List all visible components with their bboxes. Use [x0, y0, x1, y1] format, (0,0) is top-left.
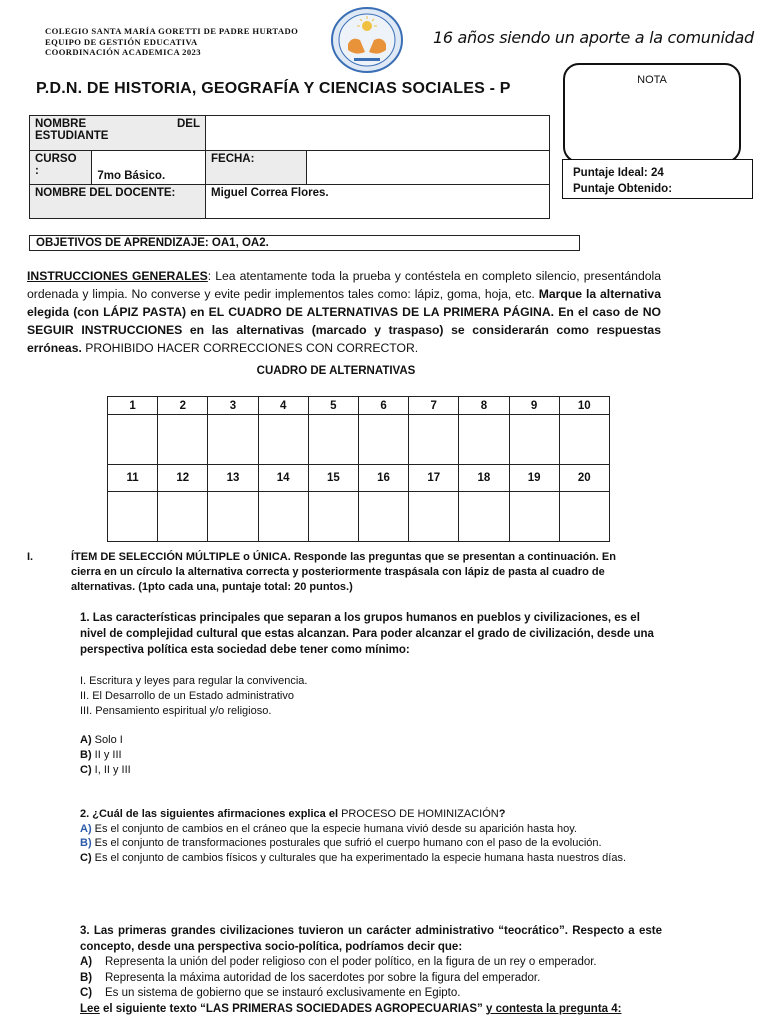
question-3-option-b[interactable]: B) Representa la máxima autoridad de los sacerdotes por sobre la figura del emperador.	[80, 971, 541, 984]
question-1-stem: 1. Las características principales que separan a los grupos humanos en pueblos y civilizaciones, es el nivel de complejidad cultural que estas alcanzan. Para poder alcanzar el grado de civilización, desde una perspectiva política esta sociedad debe tener como mínimo:	[80, 612, 654, 656]
answer-number: 7	[409, 397, 459, 415]
question-2-option-b[interactable]: B) Es el conjunto de transformaciones posturales que sufrió el cuerpo humano con el paso de la evolución.	[80, 837, 602, 850]
answer-cell[interactable]	[208, 415, 258, 465]
score-obtained: Puntaje Obtenido:	[573, 183, 673, 195]
answer-number: 19	[509, 465, 559, 492]
answer-cell[interactable]	[108, 492, 158, 542]
answer-number: 17	[409, 465, 459, 492]
answer-cell[interactable]	[358, 415, 408, 465]
score-info	[573, 165, 672, 197]
question-1-item: I. Escritura y leyes para regular la convivencia.	[80, 675, 308, 687]
answer-cell[interactable]	[559, 492, 609, 542]
instructions-text-1: : Lea atentamente toda la prueba y contéstela en completo silencio, presentándola ordenada y limpia. No converse y evite pedir implementos tales como: lápiz, goma, hoja, etc.	[27, 269, 661, 301]
answer-grid-numbers-2	[108, 465, 610, 492]
answer-cell[interactable]	[409, 492, 459, 542]
page-title: P.D.N. DE HISTORIA, GEOGRAFÍA Y CIENCIAS SOCIALES - P	[36, 80, 511, 97]
question-3-option-a[interactable]: A) Representa la unión del poder religioso con el poder político, en la figura de un rey o emperador.	[80, 956, 597, 968]
date-field[interactable]	[307, 151, 550, 185]
school-header	[45, 26, 298, 58]
course-label: CURSO :	[30, 151, 92, 185]
section-number: I.	[27, 551, 34, 563]
answer-number: 16	[358, 465, 408, 492]
answer-grid-cells-1	[108, 415, 610, 465]
question-2	[80, 807, 660, 865]
answer-number: 1	[108, 397, 158, 415]
student-name-label: NOMBRE DEL ESTUDIANTE	[30, 116, 206, 151]
section-instructions: ÍTEM DE SELECCIÓN MÚLTIPLE o ÚNICA. Responde las preguntas que se presentan a continuación. En cierra en un círculo la alternativa correcta y posteriormente traspásala con lápiz de pasta al cuadro de alternativas. (1pto cada una, puntaje total: 20 puntos.)	[71, 551, 616, 593]
instructions-bold: Marque la alternativa elegida (con LÁPIZ PASTA) en EL CUADRO DE ALTERNATIVAS DE LA PRIMERA PÁGINA. En el caso de NO SEGUIR INSTRUCCIONES en las alternativas (marcado y traspaso) se considerarán como respuestas erróneas.	[27, 287, 661, 355]
school-logo	[330, 6, 404, 74]
answer-number: 2	[158, 397, 208, 415]
answer-cell[interactable]	[158, 492, 208, 542]
score-ideal: Puntaje Ideal: 24	[573, 167, 664, 179]
answer-number: 18	[459, 465, 509, 492]
answer-cell[interactable]	[509, 415, 559, 465]
answer-number: 14	[258, 465, 308, 492]
answer-number: 20	[559, 465, 609, 492]
answer-grid-cells-2	[108, 492, 610, 542]
school-team: EQUIPO DE GESTIÓN EDUCATIVA	[45, 36, 198, 47]
school-coordination: COORDINACIÓN ACADEMICA 2023	[45, 47, 201, 57]
question-1-option-c[interactable]: C) I, II y III	[80, 764, 131, 776]
answer-number: 9	[509, 397, 559, 415]
school-name: COLEGIO SANTA MARÍA GORETTI DE PADRE HURTADO	[45, 26, 299, 36]
answer-number: 11	[108, 465, 158, 492]
answer-grid	[107, 396, 610, 542]
course-value: 7mo Básico.	[92, 151, 206, 185]
answer-cell[interactable]	[509, 492, 559, 542]
answer-cell[interactable]	[158, 415, 208, 465]
answer-number: 5	[308, 397, 358, 415]
answer-cell[interactable]	[459, 415, 509, 465]
question-2-option-c[interactable]: C) Es el conjunto de cambios físicos y culturales que ha experimentado la especie humana hasta nuestros días.	[80, 851, 627, 864]
question-3	[80, 924, 662, 1017]
general-instructions	[27, 267, 661, 357]
question-1-option-b[interactable]: B) II y III	[80, 749, 122, 761]
answer-grid-title: CUADRO DE ALTERNATIVAS	[256, 365, 416, 377]
question-1-item: II. El Desarrollo de un Estado administrativo	[80, 690, 294, 702]
answer-cell[interactable]	[308, 492, 358, 542]
instructions-heading: INSTRUCCIONES GENERALES	[27, 269, 208, 283]
question-1	[80, 610, 662, 778]
question-1-item: III. Pensamiento espiritual y/o religioso.	[80, 705, 272, 717]
answer-cell[interactable]	[409, 415, 459, 465]
answer-number: 3	[208, 397, 258, 415]
learning-objectives: OBJETIVOS DE APRENDIZAJE: OA1, OA2.	[29, 235, 580, 251]
answer-cell[interactable]	[108, 415, 158, 465]
answer-number: 4	[258, 397, 308, 415]
answer-cell[interactable]	[459, 492, 509, 542]
answer-number: 10	[559, 397, 609, 415]
instructions-text-2: PROHIBIDO HACER CORRECCIONES CON CORRECTOR.	[81, 341, 419, 355]
question-1-option-a[interactable]: A) Solo I	[80, 734, 123, 746]
answer-number: 13	[208, 465, 258, 492]
question-2-stem: 2. ¿Cuál de las siguientes afirmaciones explica el PROCESO DE HOMINIZACIÓN?	[80, 808, 506, 820]
date-label: FECHA:	[206, 151, 307, 185]
answer-number: 15	[308, 465, 358, 492]
answer-cell[interactable]	[308, 415, 358, 465]
student-info-table	[29, 115, 550, 219]
answer-number: 6	[358, 397, 408, 415]
answer-grid-numbers-1	[108, 397, 610, 415]
answer-number: 8	[459, 397, 509, 415]
answer-cell[interactable]	[559, 415, 609, 465]
answer-cell[interactable]	[258, 492, 308, 542]
grade-label: NOTA	[637, 74, 667, 86]
student-name-field[interactable]	[206, 116, 550, 151]
answer-cell[interactable]	[358, 492, 408, 542]
answer-cell[interactable]	[208, 492, 258, 542]
teacher-value: Miguel Correa Flores.	[206, 185, 550, 219]
answer-number: 12	[158, 465, 208, 492]
question-2-option-a[interactable]: A) Es el conjunto de cambios en el cráneo que la especie humana vivió desde su aparición hasta hoy.	[80, 822, 577, 835]
school-motto: 16 años siendo un aporte a la comunidad	[433, 28, 754, 47]
answer-cell[interactable]	[258, 415, 308, 465]
question-3-option-c[interactable]: C) Es un sistema de gobierno que se instauró exclusivamente en Egipto.	[80, 987, 461, 999]
question-3-stem: 3. Las primeras grandes civilizaciones tuvieron un carácter administrativo “teocrático”. Respecto a este concepto, desde una perspectiva socio-política, podríamos decir que:	[80, 925, 662, 953]
teacher-label: NOMBRE DEL DOCENTE:	[30, 185, 206, 219]
reading-instruction: Lee el siguiente texto “LAS PRIMERAS SOCIEDADES AGROPECUARIAS” y contesta la pregunta 4:	[80, 1002, 622, 1015]
